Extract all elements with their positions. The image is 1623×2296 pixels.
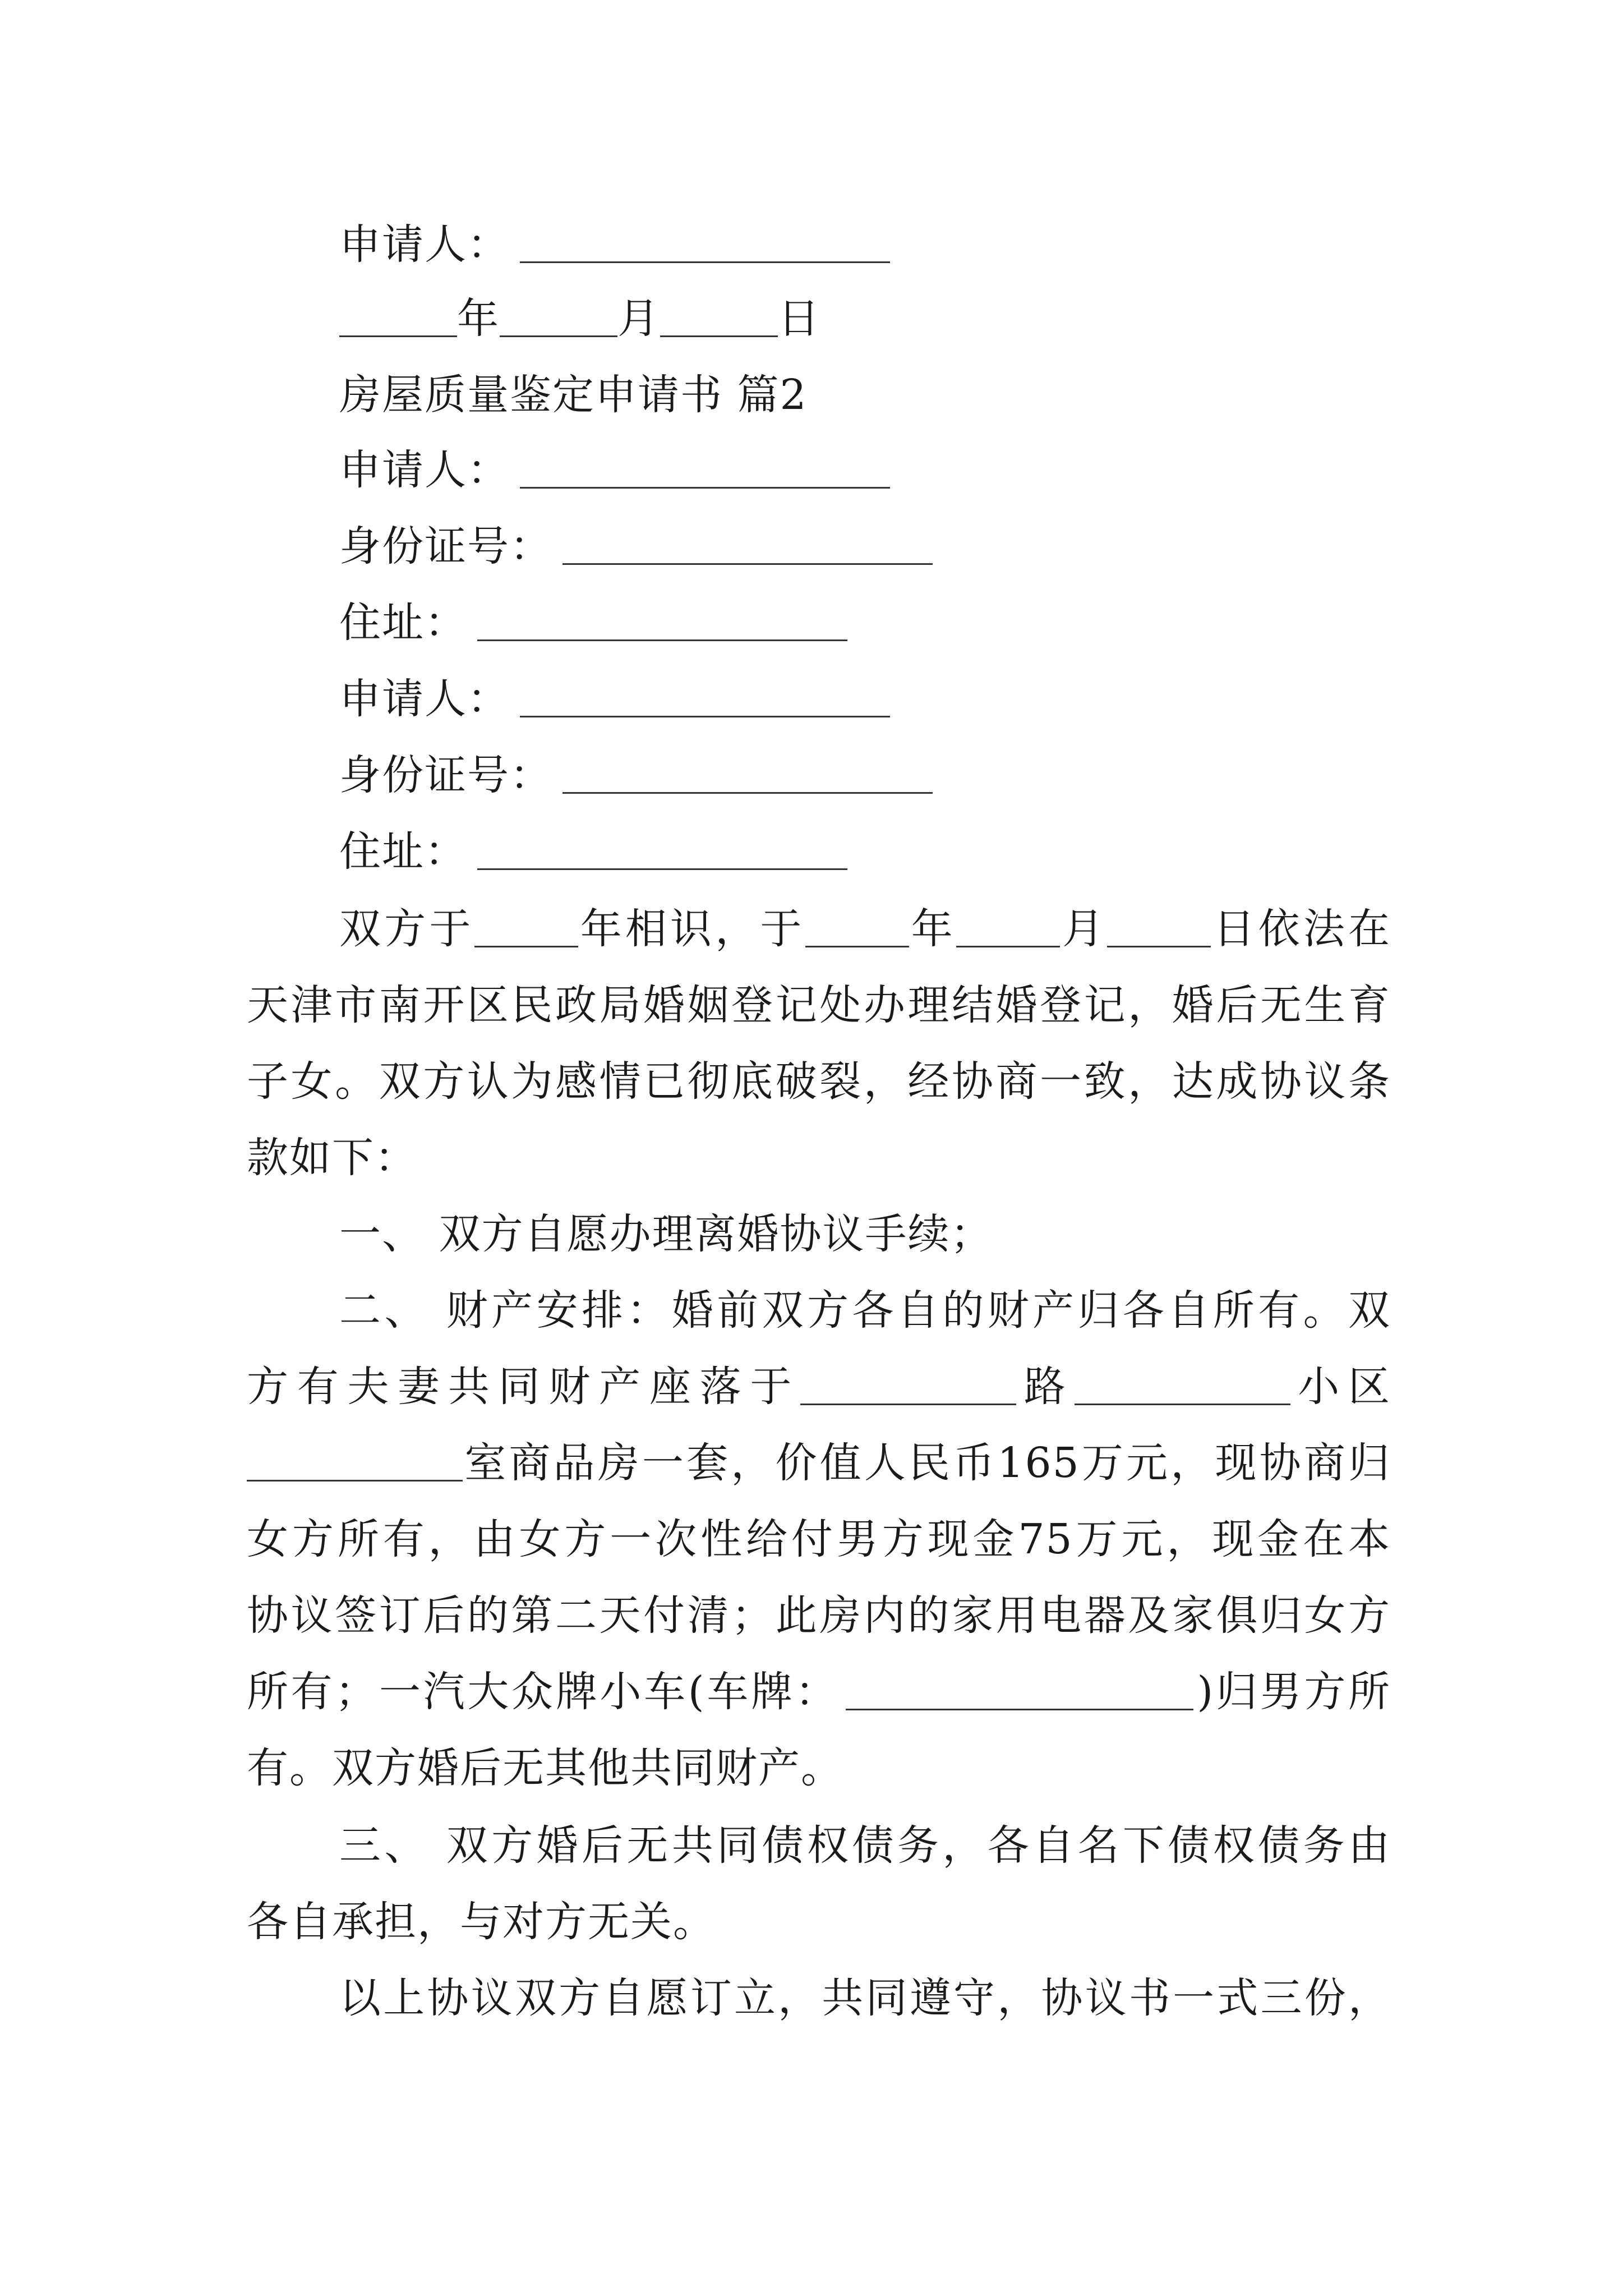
applicant-field-blank	[520, 675, 890, 717]
blank	[474, 905, 578, 947]
id-number-line-2	[339, 737, 1391, 813]
address-line-1	[339, 585, 1391, 661]
day-label: 日	[778, 295, 820, 343]
address-blank	[477, 828, 847, 870]
address-line-2	[339, 813, 1391, 890]
blank	[956, 905, 1060, 947]
item3-line1: 三、 双方婚后无共同债权债务，各自名下债权债务由	[339, 1821, 1391, 1870]
applicant-field-label: 申请人：	[339, 446, 510, 494]
item2-text: )归男方所	[1197, 1668, 1391, 1716]
para1-line1	[339, 891, 1391, 967]
id-number-blank	[562, 523, 933, 565]
item2-line5: 协议签订后的第二天付清；此房内的家用电器及家俱归女方	[247, 1591, 1391, 1640]
address-label: 住址：	[339, 827, 467, 876]
year-blank	[339, 295, 457, 337]
section-title: 房屋质量鉴定申请书 篇2	[339, 371, 808, 419]
applicant-blank	[520, 221, 890, 263]
month-label: 月	[617, 295, 660, 343]
para1-text: 双方于	[339, 905, 474, 953]
item2-line4: 女方所有，由女方一次性给付男方现金75万元，现金在本	[247, 1515, 1391, 1563]
item1: 一、 双方自愿办理离婚协议手续；	[339, 1210, 993, 1258]
applicant-label: 申请人：	[339, 220, 510, 269]
para1-text: 年相识，于	[578, 905, 805, 953]
item2-line1: 二、 财产安排：婚前双方各自的财产归各自所有。双	[339, 1286, 1391, 1335]
para1-text: 日依法在	[1211, 905, 1391, 953]
month-blank	[500, 295, 617, 337]
blank	[805, 905, 909, 947]
id-number-line-1	[339, 508, 1391, 585]
applicant-field-blank	[520, 447, 890, 489]
para1-text: 月	[1059, 905, 1108, 953]
date-line	[339, 280, 1391, 357]
item2-text: 路	[1016, 1363, 1075, 1411]
item2-line6	[247, 1654, 1391, 1730]
closing-line: 以上协议双方自愿订立，共同遵守，协议书一式三份，	[339, 1974, 1391, 2022]
applicant-line-3	[339, 661, 1391, 737]
plate-blank	[846, 1668, 1193, 1710]
para1-text: 年	[909, 905, 956, 953]
para1-line3: 子女。双方认为感情已彻底破裂，经协商一致，达成协议条	[247, 1057, 1391, 1106]
id-number-blank	[562, 752, 933, 794]
item3-line2: 各自承担，与对方无关。	[247, 1898, 716, 1946]
applicant-line-2	[339, 432, 1391, 508]
id-number-label: 身份证号：	[339, 751, 552, 799]
item2-text: 室商品房一套，价值人民币165万元，现协商归	[463, 1439, 1391, 1487]
day-blank	[660, 295, 778, 337]
item2-text: 方有夫妻共同财产座落于	[247, 1363, 801, 1411]
room-blank	[247, 1439, 463, 1481]
id-number-label: 身份证号：	[339, 522, 552, 570]
address-blank	[477, 599, 847, 641]
item2-text: 小区	[1290, 1363, 1391, 1411]
address-label: 住址：	[339, 599, 467, 647]
item2-line3	[247, 1425, 1391, 1501]
item2-line2	[247, 1349, 1391, 1425]
road-blank	[800, 1363, 1016, 1405]
para1-line4: 款如下：	[247, 1134, 417, 1182]
community-blank	[1075, 1363, 1290, 1405]
applicant-line-1	[339, 206, 1391, 283]
applicant-field-label: 申请人：	[339, 675, 510, 723]
item2-line7: 有。双方婚后无其他共同财产。	[247, 1744, 843, 1792]
para1-line2: 天津市南开区民政局婚姻登记处办理结婚登记，婚后无生育	[247, 981, 1391, 1029]
blank	[1107, 905, 1211, 947]
year-label: 年	[457, 295, 500, 343]
item2-text: 所有；一汽大众牌小车(车牌：	[247, 1668, 840, 1716]
